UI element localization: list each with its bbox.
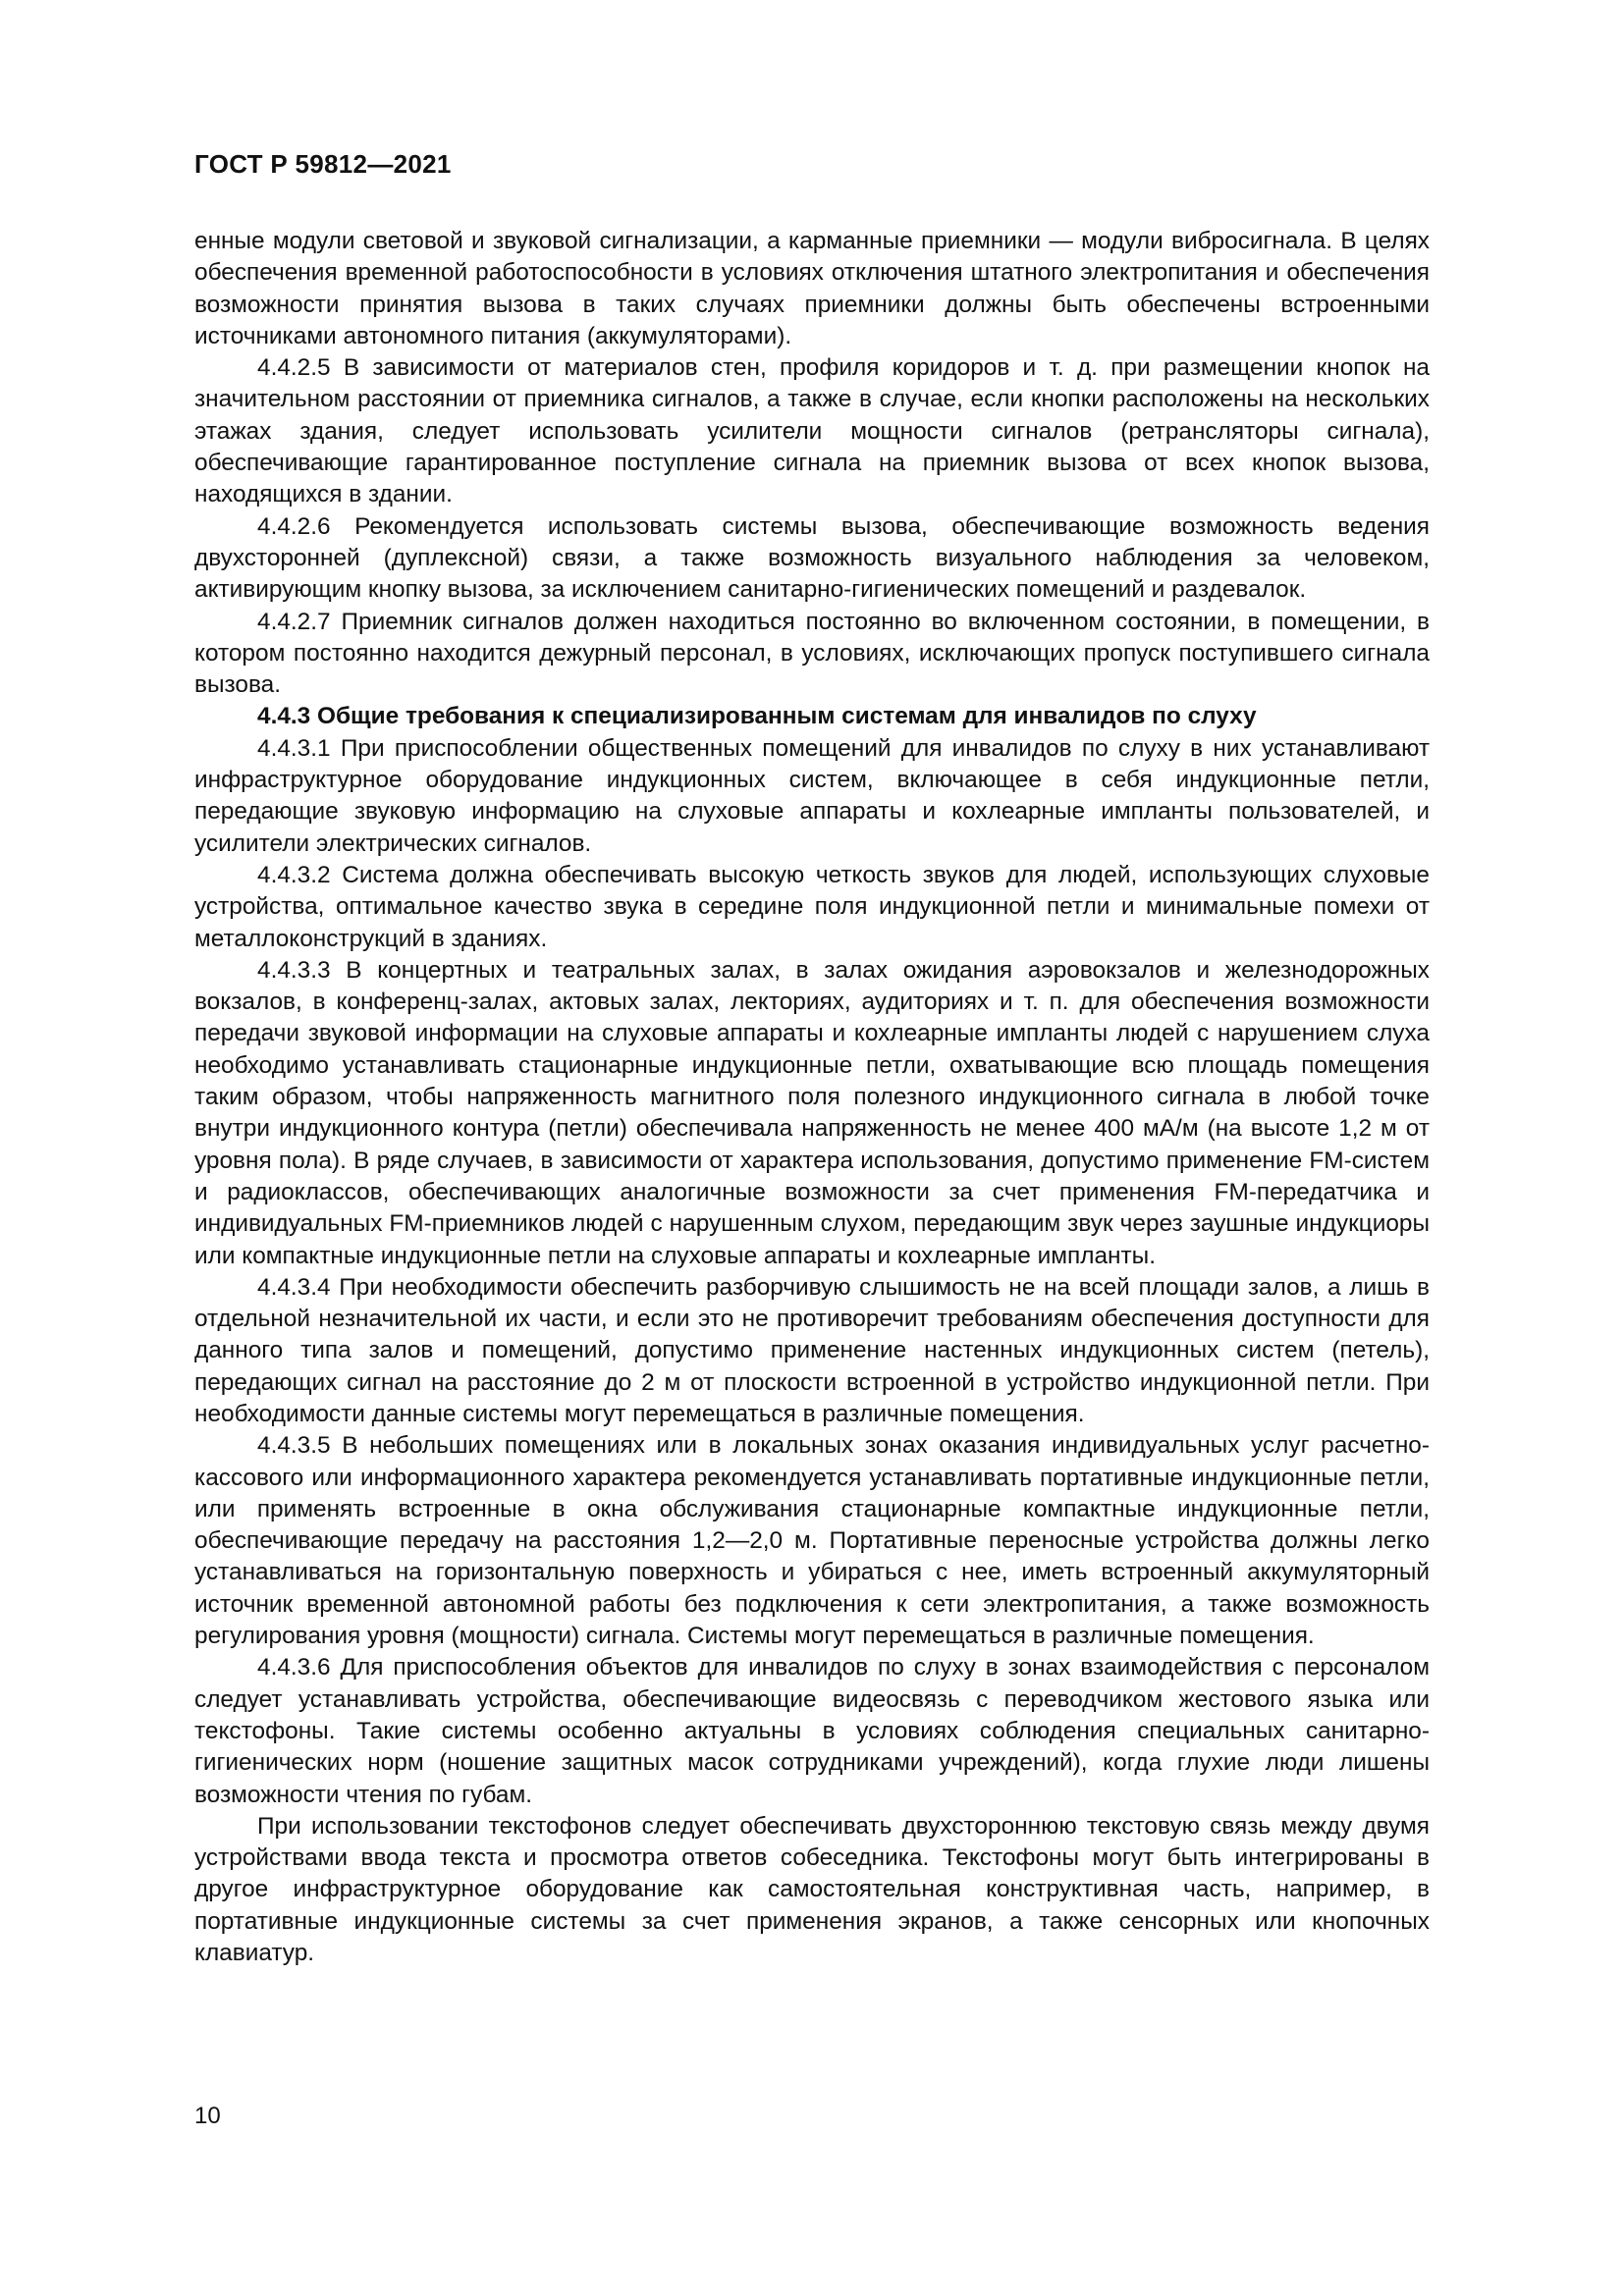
paragraph-4-4-2-6: 4.4.2.6 Рекомендуется использовать системы вызова, обеспечивающие возможность ведения двухсторонней (дуплексной) связи, а также возможность визуального наблюдения за человеком, активирующим кнопку вызова, за исключением санитарно-гигиенических помещений и раздевалок. [194, 512, 1430, 604]
paragraph-4-4-2-7: 4.4.2.7 Приемник сигналов должен находиться постоянно во включенном состоянии, в помещении, в котором постоянно находится дежурный персонал, в условиях, исключающих пропуск поступившего сигнала вызова. [194, 608, 1430, 699]
paragraph-4-4-3-2: 4.4.3.2 Система должна обеспечивать высокую четкость звуков для людей, использующих слуховые устройства, оптимальное качество звука в середине поля индукционной петли и минимальные помехи от металлоконструкций в зданиях. [194, 861, 1430, 952]
paragraph-textophones: При использовании текстофонов следует обеспечивать двухстороннюю текстовую связь между двумя устройствами ввода текста и просмотра ответов собеседника. Текстофоны могут быть интегрированы в другое инфраструктурное оборудование как самостоятельная конструктивная часть, например, в портативные индукционные системы за счет применения экранов, а также сенсорных или кнопочных клавиатур. [194, 1812, 1430, 1967]
document-header: ГОСТ Р 59812—2021 [194, 149, 452, 179]
paragraph-continuation: енные модули световой и звуковой сигнализации, а карманные приемники — модули вибросигнала. В целях обеспечения временной работоспособности в условиях отключения штатного электропитания и обеспечения возможности принятия вызова в таких случаях приемники должны быть обеспечены встроенными источниками автономного питания (аккумуляторами). [194, 228, 1430, 349]
paragraph-4-4-3-1: 4.4.3.1 При приспособлении общественных помещений для инвалидов по слуху в них устанавливают инфраструктурное оборудование индукционных систем, включающее в себя индукционные петли, передающие звуковую информацию на слуховые аппараты и кохлеарные импланты пользователей, и усилители электрических сигналов. [194, 734, 1430, 857]
paragraph-4-4-3-5: 4.4.3.5 В небольших помещениях или в локальных зонах оказания индивидуальных услуг расчетно-кассового или информационного характера рекомендуется устанавливать портативные индукционные петли, или применять встроенные в окна обслуживания стационарные компактные индукционные петли, обеспечивающие передачу на расстояния 1,2—2,0 м. Портативные переносные устройства должны легко устанавливаться на горизонтальную поверхность и убираться с нее, иметь встроенный аккумуляторный источник временной автономной работы без подключения к сети электропитания, а также возможность регулирования уровня (мощности) сигнала. Системы могут перемещаться в различные помещения. [194, 1432, 1430, 1650]
section-heading-4-4-3: 4.4.3 Общие требования к специализированным системам для инвалидов по слуху [257, 703, 1257, 730]
page-number: 10 [194, 2103, 221, 2129]
paragraph-4-4-3-4: 4.4.3.4 При необходимости обеспечить разборчивую слышимость не на всей площади залов, а лишь в отдельной незначительной их части, и если это не противоречит требованиям обеспечения доступности для данного типа залов и помещений, допустимо применение настенных индукционных систем (петель), передающих сигнал на расстояние до 2 м от плоскости встроенной в устройство индукционной петли. При необходимости данные системы могут перемещаться в различные помещения. [194, 1273, 1430, 1427]
paragraph-4-4-3-6: 4.4.3.6 Для приспособления объектов для инвалидов по слуху в зонах взаимодействия с персоналом следует устанавливать устройства, обеспечивающие видеосвязь с переводчиком жестового языка или текстофоны. Такие системы особенно актуальны в условиях соблюдения специальных санитарно-гигиенических норм (ношение защитных масок сотрудниками учреждений), когда глухие люди лишены возможности чтения по губам. [194, 1654, 1430, 1808]
paragraph-4-4-2-5: 4.4.2.5 В зависимости от материалов стен, профиля коридоров и т. д. при размещении кнопок на значительном расстоянии от приемника сигналов, а также в случае, если кнопки расположены на нескольких этажах здания, следует использовать усилители мощности сигналов (ретрансляторы сигнала), обеспечивающие гарантированное поступление сигнала на приемник вызова от всех кнопок вызова, находящихся в здании. [194, 354, 1430, 508]
paragraph-4-4-3-3: 4.4.3.3 В концертных и театральных залах, в залах ожидания аэровокзалов и железнодорожных вокзалов, в конференц-залах, актовых залах, лекториях, аудиториях и т. п. для обеспечения возможности передачи звуковой информации на слуховые аппараты и кохлеарные импланты людей с нарушением слуха необходимо устанавливать стационарные индукционные петли, охватывающие всю площадь помещения таким образом, чтобы напряженность магнитного поля полезного индукционного сигнала в любой точке внутри индукционного контура (петли) обеспечивала напряженность не менее 400 мА/м (на высоте 1,2 м от уровня пола). В ряде случаев, в зависимости от характера использования, допустимо применение FM-систем и радиоклассов, обеспечивающих аналогичные возможности за счет применения FM-передатчика и индивидуальных FM-приемников людей с нарушенным слухом, передающим звук через заушные индукциоры или компактные индукционные петли на слуховые аппараты и кохлеарные импланты. [194, 956, 1430, 1269]
document-body [194, 226, 1430, 1969]
